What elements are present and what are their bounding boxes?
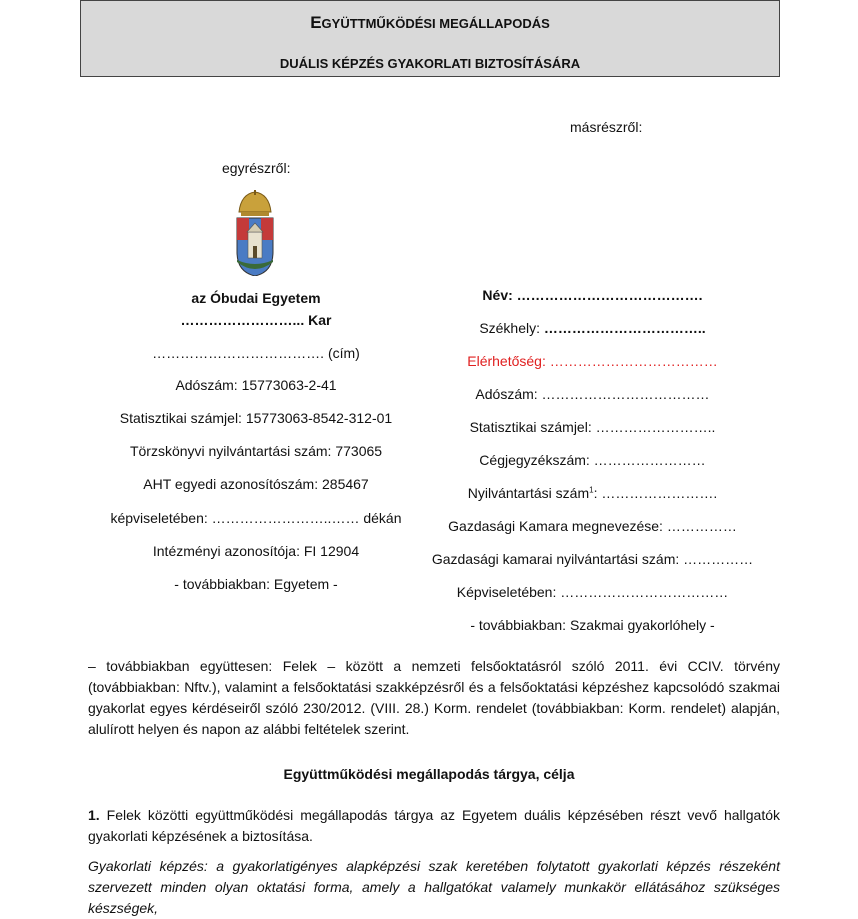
representative-line: képviseletében: ……………………..…… dékán bbox=[110, 510, 402, 526]
right-hereinafter: - továbbiakban: Szakmai gyakorlóhely - bbox=[470, 617, 715, 633]
chamber-name-line: Gazdasági Kamara megnevezése: …………… bbox=[448, 518, 737, 534]
left-hereinafter: - továbbiakban: Egyetem - bbox=[174, 576, 338, 592]
document-header bbox=[80, 0, 780, 77]
chamber-reg-line: Gazdasági kamarai nyilvántartási szám: …………… bbox=[431, 551, 754, 567]
preamble-paragraph: – továbbiakban együttesen: Felek – között a nemzeti felsőoktatásról szóló 2011. évi CCIV. törvény (továbbiakban: Nftv.), valamint a felsőoktatási szakképzésről és a felsőoktatási képzéshez kapcsolódó szakmai gyakorlat egyes kérdéseiről szóló 230/2012. (VIII. 28.) Korm. rendelet (továbbiakban: Korm. rendelet) alapján, alulírott helyen és napon az alábbi feltételek szerint. bbox=[88, 658, 780, 737]
company-registry-line: Cégjegyzékszám: …………………… bbox=[479, 452, 706, 468]
university-name: az Óbudai Egyetem bbox=[191, 290, 321, 306]
partner-tax-line: Adószám: ……………………………… bbox=[475, 386, 710, 402]
definition-paragraph: Gyakorlati képzés: a gyakorlatigényes alapképzési szak keretében folytatott gyakorlati képzés részeként szervezett minden olyan oktatási forma, amely a hallgatókat valamely munkakör ellátásához szükséges készségek, bbox=[88, 858, 780, 916]
institution-id: Intézményi azonosítója: FI 12904 bbox=[152, 543, 360, 559]
partner-stat-line: Statisztikai számjel: …………………….. bbox=[469, 419, 716, 435]
partner-name-line: Név: …………………………………. bbox=[482, 287, 703, 303]
tax-number: Adószám: 15773063-2-41 bbox=[175, 377, 337, 393]
document-title: EGYÜTTMŰKÖDÉSI MEGÁLLAPODÁS bbox=[310, 13, 550, 32]
document-subtitle: DUÁLIS KÉPZÉS GYAKORLATI BIZTOSÍTÁSÁRA bbox=[279, 56, 581, 71]
partner-contact-line: Elérhetőség: ……………………………… bbox=[467, 353, 718, 369]
registry-number: Törzskönyvi nyilvántartási szám: 773065 bbox=[129, 443, 383, 459]
partner-seat-line: Székhely: …………………………….. bbox=[479, 320, 706, 336]
statistical-number: Statisztikai számjel: 15773063-8542-312-01 bbox=[119, 410, 393, 426]
section-title: Együttműködési megállapodás tárgya, célja bbox=[283, 766, 575, 782]
item-1-paragraph: 1. Felek közötti együttműködési megállapodás tárgya az Egyetem duális képzésében részt vevő hallgatók gyakorlati képzésének a biztosítása. bbox=[88, 807, 780, 844]
address-line: ………………………………. (cím) bbox=[152, 345, 360, 361]
aht-identifier: AHT egyedi azonosítószám: 285467 bbox=[143, 476, 369, 492]
partner-representative-line: Képviseletében: ……………………………… bbox=[456, 584, 729, 600]
right-party-intro: másrészről: bbox=[570, 119, 643, 135]
left-party-intro: egyrészről: bbox=[222, 160, 291, 176]
partner-reg-no-line: Nyilvántartási szám$^1$: ……………………. bbox=[467, 485, 718, 501]
coat-of-arms-icon bbox=[235, 190, 275, 276]
faculty-line: ……………………... Kar bbox=[180, 312, 332, 328]
